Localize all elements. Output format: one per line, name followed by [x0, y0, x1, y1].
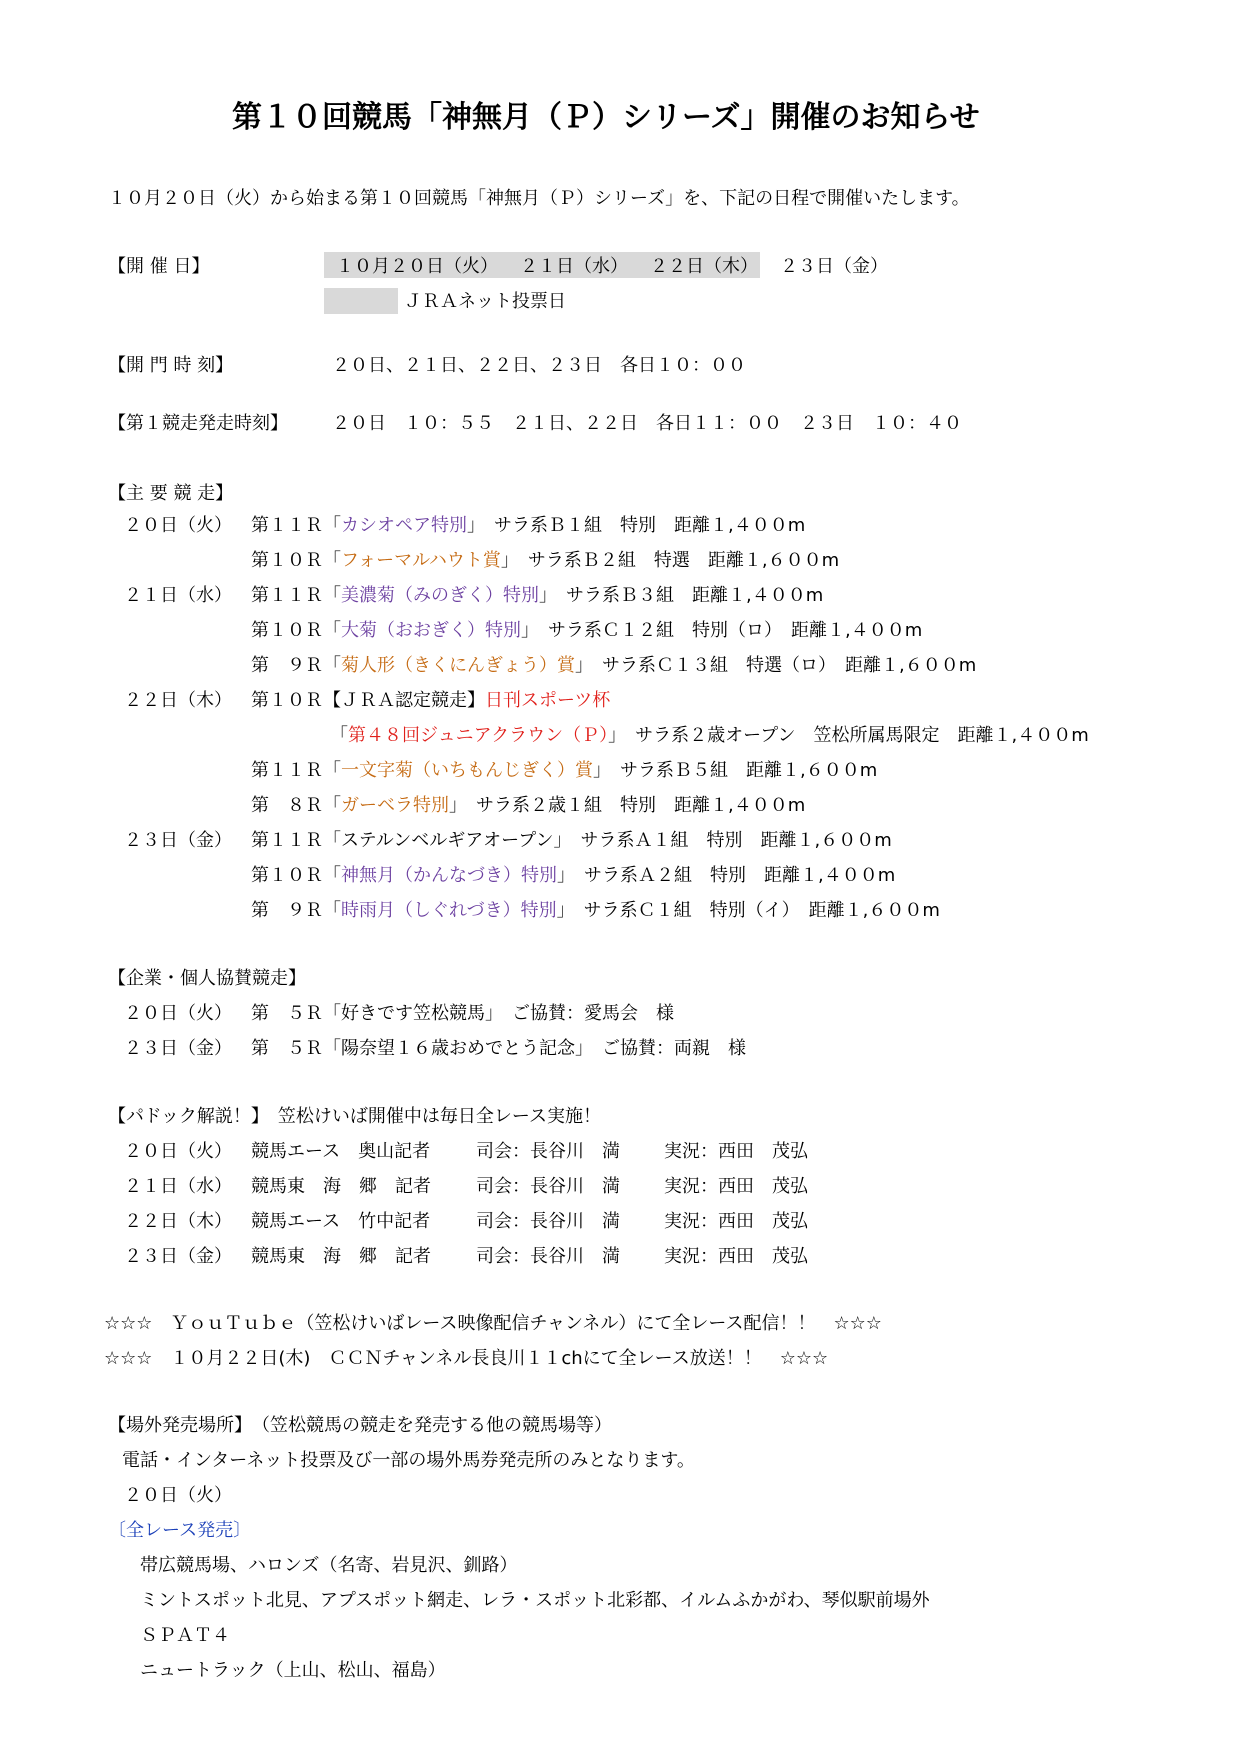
paddock-commentator: 競馬エース 竹中記者: [251, 1211, 431, 1232]
race-name: 日刊スポーツ杯: [485, 690, 611, 711]
paddock-commentator: 競馬東 海 郷 記者: [251, 1176, 431, 1197]
paddock-announcer: 実況：西田 茂弘: [664, 1141, 808, 1162]
race-line: 第１０Ｒ「大菊（おおぎく）特別」 サラ系Ｃ１２組 特別（ロ） 距離１,４００m: [251, 620, 923, 641]
gate-value: ２０日、２１日、２２日、２３日 各日１０：００: [332, 355, 746, 376]
race-name: 第４８回ジュニアクラウン（Ｐ）: [348, 725, 609, 746]
page-title: 第１０回競馬「神無月（Ｐ）シリーズ」開催のお知らせ: [232, 100, 980, 135]
paddock-host: 司会：長谷川 満: [476, 1141, 620, 1162]
jra-legend-swatch: [324, 288, 398, 314]
race-line: 第１０Ｒ「フォーマルハウト賞」 サラ系Ｂ２組 特選 距離１,６００m: [251, 550, 840, 571]
paddock-host: 司会：長谷川 満: [476, 1176, 620, 1197]
offsite-label: 【場外発売場所】 （笠松競馬の競走を発売する他の競馬場等）: [108, 1415, 612, 1436]
paddock-commentator: 競馬エース 奥山記者: [251, 1141, 431, 1162]
race-name: フォーマルハウト賞: [341, 550, 501, 571]
race-line: 第１０Ｒ【ＪＲＡ認定競走】日刊スポーツ杯: [251, 690, 611, 711]
race-day: ２３日（金）: [124, 830, 232, 851]
paddock-host: 司会：長谷川 満: [476, 1246, 620, 1267]
race-line: 第 ８Ｒ「ガーベラ特別」 サラ系２歳１組 特別 距離１,４００m: [251, 795, 806, 816]
paddock-day: ２０日（火）: [124, 1141, 232, 1162]
paddock-announcer: 実況：西田 茂弘: [664, 1176, 808, 1197]
offsite-item: ミントスポット北見、アプスポット網走、レラ・スポット北彩都、イルムふかがわ、琴似駅前場外: [140, 1590, 930, 1611]
intro-text: １０月２０日（火）から始まる第１０回競馬「神無月（Ｐ）シリーズ」を、下記の日程で開催いたします。: [108, 188, 970, 209]
all-races-label: 〔全レース発売〕: [108, 1520, 252, 1541]
notice-ccn: ☆☆☆ １０月２２日(木) ＣＣＮチャンネル長良川１１chにて全レース放送！！ ☆☆☆: [104, 1348, 829, 1369]
race-name: 美濃菊（みのぎく）特別: [341, 585, 539, 606]
offsite-note: 電話・インターネット投票及び一部の場外馬券発売所のみとなります。: [122, 1450, 695, 1471]
race-line: 第１１Ｒ「カシオペア特別」 サラ系Ｂ１組 特別 距離１,４００m: [251, 515, 806, 536]
offsite-item: ＳＰＡＴ４: [140, 1625, 230, 1646]
offsite-item: ニュートラック（上山、松山、福島）: [140, 1660, 446, 1681]
race-name: ガーベラ特別: [341, 795, 449, 816]
race-day: ２２日（木）: [124, 690, 232, 711]
race-line: 第１１Ｒ「一文字菊（いちもんじぎく）賞」 サラ系Ｂ５組 距離１,６００m: [251, 760, 878, 781]
sponsor-label: 【企業・個人協賛競走】: [108, 968, 306, 989]
race-name: カシオペア特別: [341, 515, 467, 536]
start-value: ２０日 １０：５５ ２１日、２２日 各日１１：００ ２３日 １０：４０: [332, 413, 962, 434]
kaisai-label: 【開 催 日】: [108, 256, 210, 277]
race-day: ２１日（水）: [124, 585, 232, 606]
race-day: ２０日（火）: [124, 515, 232, 536]
kaisai-day-4: ２３日（金）: [780, 256, 888, 277]
race-line: 第１１Ｒ「ステルンベルギアオープン」 サラ系Ａ１組 特別 距離１,６００m: [251, 830, 892, 851]
race-name: 時雨月（しぐれづき）特別: [341, 900, 557, 921]
race-name: ステルンベルギアオープン: [341, 830, 554, 851]
offsite-item: 帯広競馬場、ハロンズ（名寄、岩見沢、釧路）: [140, 1555, 518, 1576]
kaisai-day-1: １０月２０日（火）: [336, 256, 498, 277]
paddock-day: ２２日（木）: [124, 1211, 232, 1232]
jra-legend-text: ＪＲＡネット投票日: [404, 291, 566, 312]
race-line: 第１１Ｒ「美濃菊（みのぎく）特別」 サラ系Ｂ３組 距離１,４００m: [251, 585, 824, 606]
sponsor-text: 第 ５Ｒ「陽奈望１６歳おめでとう記念」 ご協賛：両親 様: [251, 1038, 746, 1059]
offsite-day: ２０日（火）: [124, 1485, 232, 1506]
paddock-announcer: 実況：西田 茂弘: [664, 1246, 808, 1267]
race-line: 第 ９Ｒ「時雨月（しぐれづき）特別」 サラ系Ｃ１組 特別（イ） 距離１,６００m: [251, 900, 940, 921]
race-line: 第１０Ｒ「神無月（かんなづき）特別」 サラ系Ａ２組 特別 距離１,４００m: [251, 865, 896, 886]
kaisai-day-3: ２２日（木）: [650, 256, 758, 277]
main-races-label: 【主 要 競 走】: [108, 483, 234, 504]
paddock-day: ２１日（水）: [124, 1176, 232, 1197]
start-label: 【第１競走発走時刻】: [108, 413, 288, 434]
notice-youtube: ☆☆☆ ＹｏｕＴｕｂｅ（笠松けいばレース映像配信チャンネル）にて全レース配信！！ ☆☆☆: [104, 1313, 882, 1334]
sponsor-day: ２３日（金）: [124, 1038, 232, 1059]
paddock-commentator: 競馬東 海 郷 記者: [251, 1246, 431, 1267]
race-line: 「第４８回ジュニアクラウン（Ｐ）」 サラ系２歳オープン 笠松所属馬限定 距離１,４００m: [330, 725, 1089, 746]
race-name: 菊人形（きくにんぎょう）賞: [341, 655, 575, 676]
race-line: 第 ９Ｒ「菊人形（きくにんぎょう）賞」 サラ系Ｃ１３組 特選（ロ） 距離１,６００m: [251, 655, 977, 676]
race-name: 大菊（おおぎく）特別: [341, 620, 521, 641]
paddock-host: 司会：長谷川 満: [476, 1211, 620, 1232]
sponsor-day: ２０日（火）: [124, 1003, 232, 1024]
paddock-label: 【パドック解説！】 笠松けいば開催中は毎日全レース実施！: [108, 1106, 602, 1127]
kaisai-day-2: ２１日（水）: [520, 256, 628, 277]
race-name: 神無月（かんなづき）特別: [341, 865, 557, 886]
paddock-announcer: 実況：西田 茂弘: [664, 1211, 808, 1232]
paddock-day: ２３日（金）: [124, 1246, 232, 1267]
gate-label: 【開 門 時 刻】: [108, 355, 234, 376]
sponsor-text: 第 ５Ｒ「好きです笠松競馬」 ご協賛：愛馬会 様: [251, 1003, 674, 1024]
race-name: 一文字菊（いちもんじぎく）賞: [341, 760, 593, 781]
